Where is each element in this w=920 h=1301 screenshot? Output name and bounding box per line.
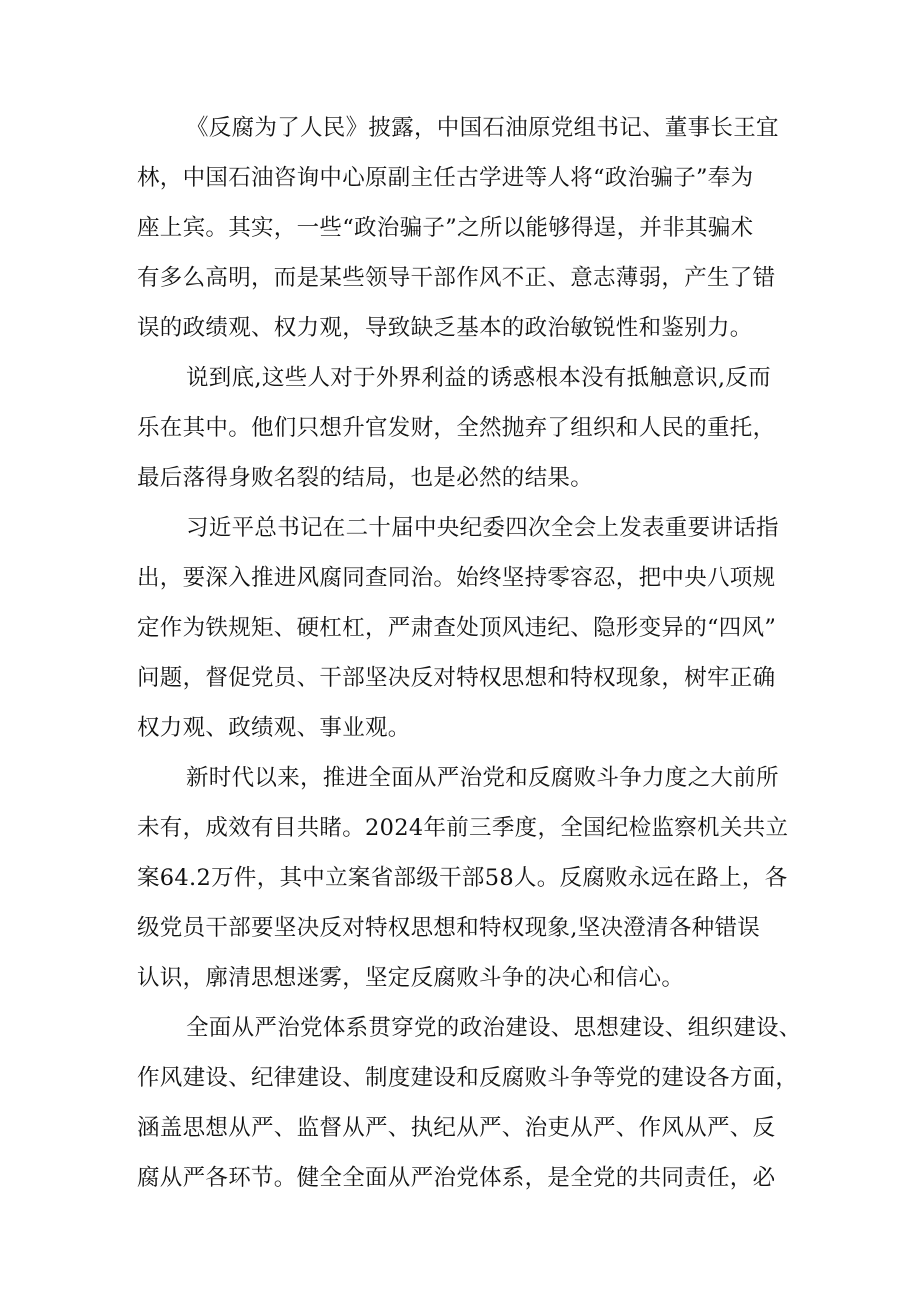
- text-line: 腐从严各环节。健全全面从严治党体系，是全党的共同责任，必: [137, 1165, 776, 1191]
- text-line: 认识，廓清思想迷雾，坚定反腐败斗争的决心和信心。: [137, 965, 685, 991]
- text-line: 权力观、政绩观、事业观。: [137, 715, 411, 741]
- text-line: 定作为铁规矩、硬杠杠，严肃查处顶风违纪、隐形变异的“四风”: [137, 615, 777, 641]
- text-line: 问题，督促党员、干部坚决反对特权思想和特权现象，树牢正确: [137, 665, 776, 691]
- text-line: 有多么高明，而是某些领导干部作风不正、意志薄弱，产生了错: [137, 265, 776, 291]
- text-line: 出，要深入推进风腐同查同治。始终坚持零容忍，把中央八项规: [137, 565, 776, 591]
- text-line: 新时代以来，推进全面从严治党和反腐败斗争力度之大前所: [186, 765, 779, 791]
- text-line: 误的政绩观、权力观，导致缺乏基本的政治敏锐性和鉴别力。: [137, 315, 753, 341]
- text-line: 案64.2万件，其中立案省部级干部58人。反腐败永远在路上，各: [137, 865, 788, 891]
- text-line: 林，中国石油咨询中心原副主任古学进等人将“政治骗子”奉为: [137, 165, 754, 191]
- text-line: 级党员干部要坚决反对特权思想和特权现象,坚决澄清各种错误: [137, 915, 761, 941]
- text-line: 座上宾。其实，一些“政治骗子”之所以能够得逞，并非其骗术: [137, 215, 754, 241]
- text-line: 《反腐为了人民》披露，中国石油原党组书记、董事长王宜: [186, 115, 779, 141]
- text-line: 最后落得身败名裂的结局，也是必然的结果。: [137, 465, 594, 491]
- text-line: 涵盖思想从严、监督从严、执纪从严、治吏从严、作风从严、反: [137, 1115, 776, 1141]
- text-line: 未有，成效有目共睹。2024年前三季度，全国纪检监察机关共立: [137, 815, 789, 841]
- text-line: 习近平总书记在二十届中央纪委四次全会上发表重要讲话指: [186, 515, 779, 541]
- text-line: 乐在其中。他们只想升官发财，全然抛弃了组织和人民的重托，: [137, 415, 776, 441]
- text-line: 作风建设、纪律建设、制度建设和反腐败斗争等党的建设各方面，: [137, 1065, 799, 1091]
- text-line: 说到底,这些人对于外界利益的诱惑根本没有抵触意识,反而: [186, 365, 771, 391]
- text-line: 全面从严治党体系贯穿党的政治建设、思想建设、组织建设、: [186, 1015, 802, 1041]
